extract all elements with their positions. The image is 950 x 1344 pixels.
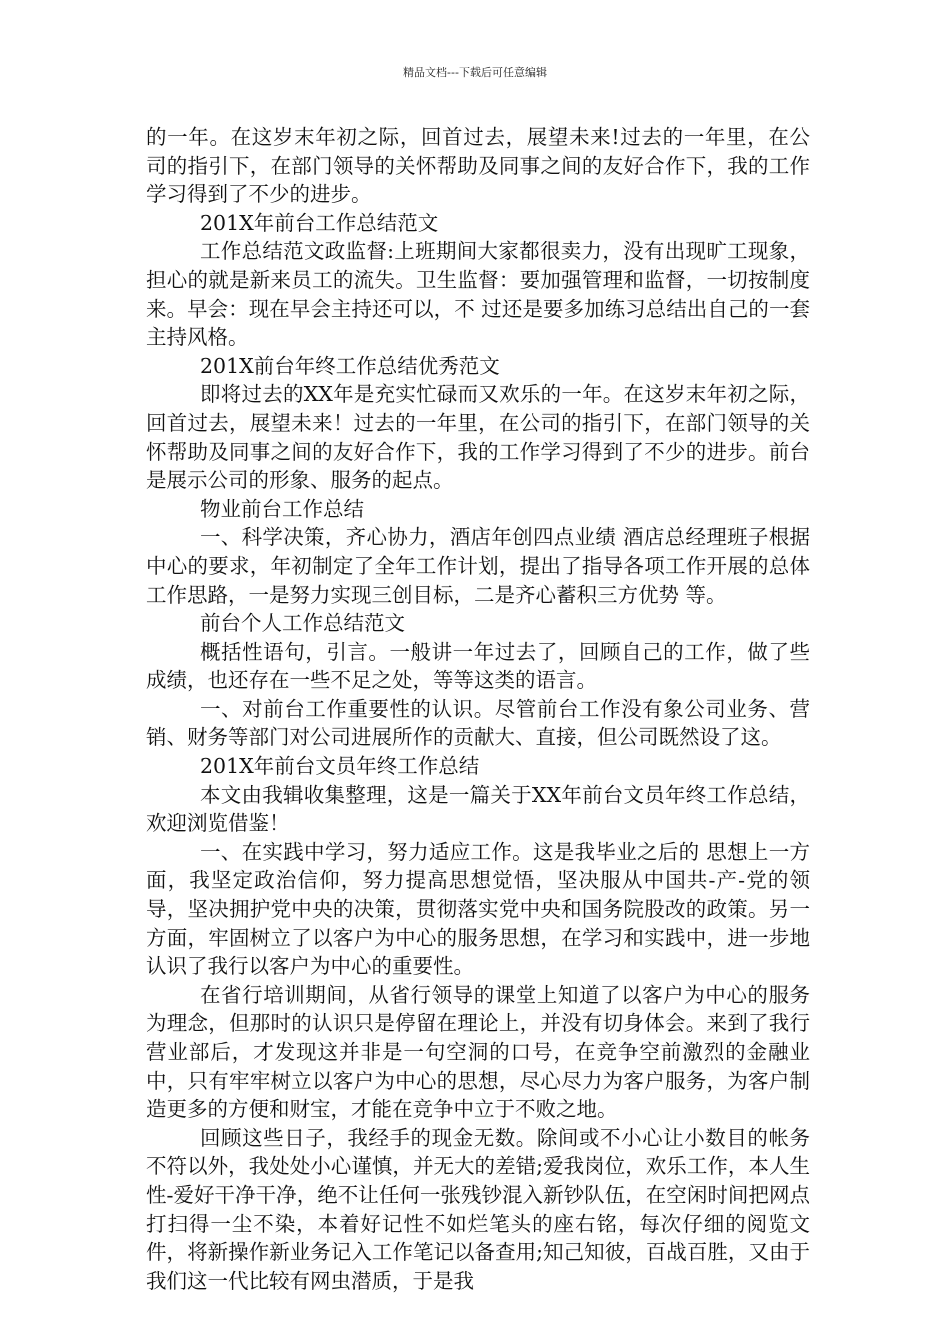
page-header: 精品文档---下载后可任意编辑 <box>403 66 547 79</box>
paragraph: 一、科学决策，齐心协力，酒店年创四点业绩 酒店总经理班子根据中心的要求，年初制定了全年工作计划，提出了指导各项工作开展的总体工作思路，一是努力实现三创目标，二是齐心蓄积三方优势 等。 <box>146 525 810 607</box>
section-heading: 201X年前台工作总结范文 <box>200 210 439 235</box>
document-body <box>146 123 810 1295</box>
paragraph: 一、对前台工作重要性的认识。尽管前台工作没有象公司业务、营销、财务等部门对公司进展所作的贡献大、直接，但公司既然设了这。 <box>146 696 810 750</box>
section-heading: 201X年前台文员年终工作总结 <box>200 754 480 779</box>
paragraph: 的一年。在这岁末年初之际，回首过去，展望未来!过去的一年里，在公司的指引下，在部门领导的关怀帮助及同事之间的友好合作下，我的工作学习得到了不少的进步。 <box>146 125 810 207</box>
paragraph: 一、在实践中学习，努力适应工作。这是我毕业之后的 思想上一方面，我坚定政治信仰，努力提高思想觉悟，坚决服从中国共-产-党的领导，坚决拥护党中央的决策，贯彻落实党中央和国务院股改的政策。另一方面，牢固树立了以客户为中心的服务思想，在学习和实践中，进一步地认识了我行以客户为中心的重要性。 <box>146 839 810 979</box>
paragraph: 回顾这些日子，我经手的现金无数。除间或不小心让小数目的帐务不符以外，我处处小心谨慎，并无大的差错;爱我岗位，欢乐工作，本人生性-爱好干净干净，绝不让任何一张残钞混入新钞队伍，在空闲时间把网点打扫得一尘不染，本着好记性不如烂笔头的座右铭，每次仔细的阅览文件，将新操作新业务记入工作笔记以备查用;知己知彼，百战百胜，又由于我们这一代比较有网虫潜质，于是我 <box>146 1125 810 1293</box>
paragraph: 即将过去的XX年是充实忙碌而又欢乐的一年。在这岁末年初之际，回首过去，展望未来！过去的一年里，在公司的指引下，在部门领导的关怀帮助及同事之间的友好合作下，我的工作学习得到了不少的进步。前台是展示公司的形象、服务的起点。 <box>146 382 810 493</box>
paragraph: 在省行培训期间，从省行领导的课堂上知道了以客户为中心的服务为理念，但那时的认识只是停留在理论上，并没有切身体会。来到了我行营业部后，才发现这并非是一句空洞的口号，在竞争空前激烈的金融业中，只有牢牢树立以客户为中心的思想，尽心尽力为客户服务，为客户制造更多的方便和财宝，才能在竞争中立于不败之地。 <box>146 982 810 1122</box>
section-heading: 物业前台工作总结 <box>200 496 364 521</box>
paragraph: 概括性语句，引言。一般讲一年过去了，回顾自己的工作，做了些成绩，也还存在一些不足之处，等等这类的语言。 <box>146 639 810 693</box>
section-heading: 201X前台年终工作总结优秀范文 <box>200 353 500 378</box>
paragraph: 工作总结范文政监督:上班期间大家都很卖力，没有出现旷工现象，担心的就是新来员工的流失。卫生监督：要加强管理和监督，一切按制度来。早会：现在早会主持还可以，不 过还是要多加练习总结出自己的一套主持风格。 <box>146 239 810 350</box>
paragraph: 本文由我辑收集整理，这是一篇关于XX年前台文员年终工作总结，欢迎浏览借鉴！ <box>146 782 810 836</box>
section-heading: 前台个人工作总结范文 <box>200 611 405 636</box>
